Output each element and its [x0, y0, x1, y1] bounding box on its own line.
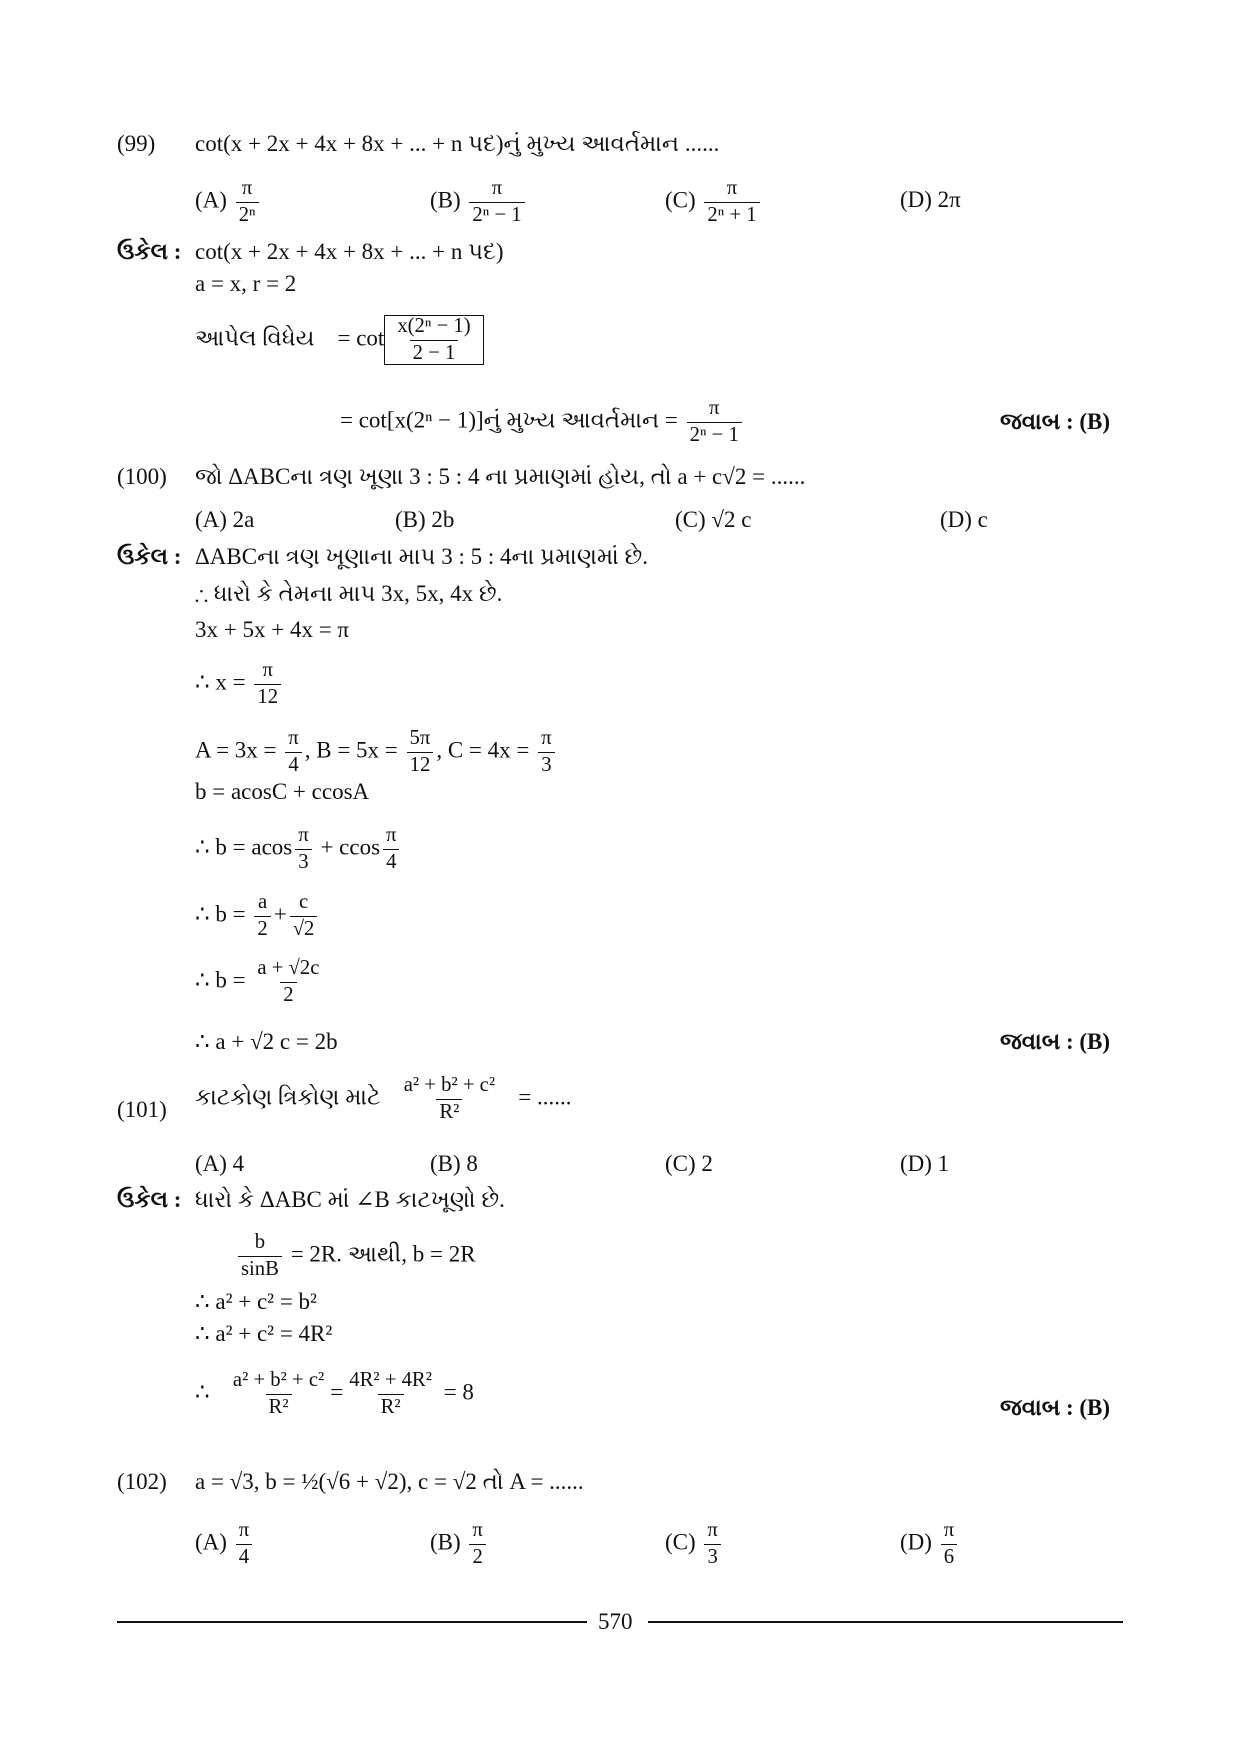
solution-line: ∴ a² + c² = 4R² — [195, 1321, 333, 1346]
answer: જવાબ : (B) — [1000, 409, 1111, 434]
option-b: (B) 2b — [395, 507, 455, 532]
solution-line: ∴ a² + c² = b² — [195, 1289, 317, 1314]
solution-line: a = x, r = 2 — [195, 271, 297, 296]
option-b: (B) $\frac{\pi}{\text{2ⁿ − 1}}$ — [430, 178, 528, 226]
option-d: (D) c — [940, 507, 988, 532]
solution-line: $\frac{b}{\sin B}$ = 2R. આથી, b = 2R — [235, 1232, 476, 1280]
option-d: (D) 1 — [900, 1151, 950, 1176]
footer-rule-left — [117, 1621, 587, 1623]
solution-label: ઉકેલ : — [117, 544, 182, 569]
answer: જવાબ : (B) — [1000, 1029, 1111, 1054]
option-d: (D) $\frac{\pi}{6}$ — [900, 1520, 960, 1568]
question-number: (100) — [117, 464, 167, 489]
footer-rule-right — [648, 1621, 1123, 1623]
solution-label: ઉકેલ : — [117, 1187, 182, 1212]
option-c: (C) $\frac{\pi}{3}$ — [665, 1520, 724, 1568]
question-stem: જો ΔABCના ત્રણ ખૂણા 3 : 5 : 4 ના પ્રમાણમાં હોય, તો a + c√2 = ...... — [195, 464, 806, 489]
option-c: (C) 2 — [665, 1151, 713, 1176]
solution-line: ∴ b = acos $\frac{\pi}{3}$ + ccos $\frac{\pi}{4}$ — [195, 825, 402, 873]
option-a: (A) $\frac{\pi}{\text{2ⁿ}}$ — [195, 178, 262, 226]
solution-line: આપેલ વિધેય = cot $\frac{\text{x(2ⁿ − 1)}}{2 - 1}$ — [195, 315, 484, 365]
solution-line: ∴ x = $\frac{\pi}{12}$ — [195, 660, 284, 708]
solution-line: b = acosC + ccosA — [195, 779, 370, 804]
option-a: (A) 2a — [195, 507, 255, 532]
option-a: (A) $\frac{\pi}{4}$ — [195, 1520, 255, 1568]
page-number: 570 — [598, 1609, 633, 1634]
answer: જવાબ : (B) — [1000, 1395, 1111, 1420]
solution-line: cot(x + 2x + 4x + 8x + ... + n પદ) — [195, 239, 504, 264]
solution-line: ∴ b = $\frac{a + √2c}{2}$ — [195, 957, 320, 1006]
question-number: (101) — [117, 1097, 167, 1122]
solution-line: A = 3x = $\frac{\pi}{4}$ , B = 5x = $\frac{5\pi}{12}$ , C = 4x = $\frac{\pi}{3}$ — [195, 728, 558, 776]
solution-line: ∴ ધારો કે તેમના માપ 3x, 5x, 4x છે. — [195, 581, 503, 606]
question-number: (102) — [117, 1469, 167, 1494]
solution-line: ∴ a + √2 c = 2b — [195, 1029, 338, 1054]
option-c: (C) $\frac{\pi}{\text{2ⁿ + 1}}$ — [665, 178, 763, 226]
solution-line: ∴ $\frac{\text{a² + b² + c²}}{\text{R²}}$ = $\frac{\text{4R² + 4R²}}{\text{R²}}$ = 8 — [195, 1369, 474, 1418]
question-stem: cot(x + 2x + 4x + 8x + ... + n પદ)નું મુખ્ય આવર્તમાન ...... — [195, 131, 720, 156]
solution-line: = cot[x(2ⁿ − 1)]નું મુખ્ય આવર્તમાન = $\frac{\pi}{\text{2ⁿ − 1}}$ — [340, 398, 745, 446]
question-number: (99) — [117, 131, 156, 156]
option-c: (C) √2 c — [675, 507, 752, 532]
solution-line: ΔABCના ત્રણ ખૂણાના માપ 3 : 5 : 4ના પ્રમાણમાં છે. — [195, 544, 649, 569]
question-stem: કાટકોણ ત્રિકોણ માટે $\frac{\text{a² + b² + c²}}{\text{R²}}$ = ...... — [195, 1074, 572, 1123]
solution-line: 3x + 5x + 4x = π — [195, 617, 350, 642]
solution-label: ઉકેલ : — [117, 239, 182, 264]
option-b: (B) $\frac{\pi}{2}$ — [430, 1520, 489, 1568]
option-a: (A) 4 — [195, 1151, 245, 1176]
option-d: (D) 2π — [900, 187, 961, 212]
question-stem: a = √3, b = ½(√6 + √2), c = √2 તો A = ...... — [195, 1469, 584, 1494]
option-b: (B) 8 — [430, 1151, 478, 1176]
solution-line: ∴ b = $\frac{a}{2}$ + $\frac{c}{√2}$ — [195, 892, 320, 940]
solution-line: ધારો કે ΔABC માં ∠B કાટખૂણો છે. — [195, 1187, 505, 1212]
